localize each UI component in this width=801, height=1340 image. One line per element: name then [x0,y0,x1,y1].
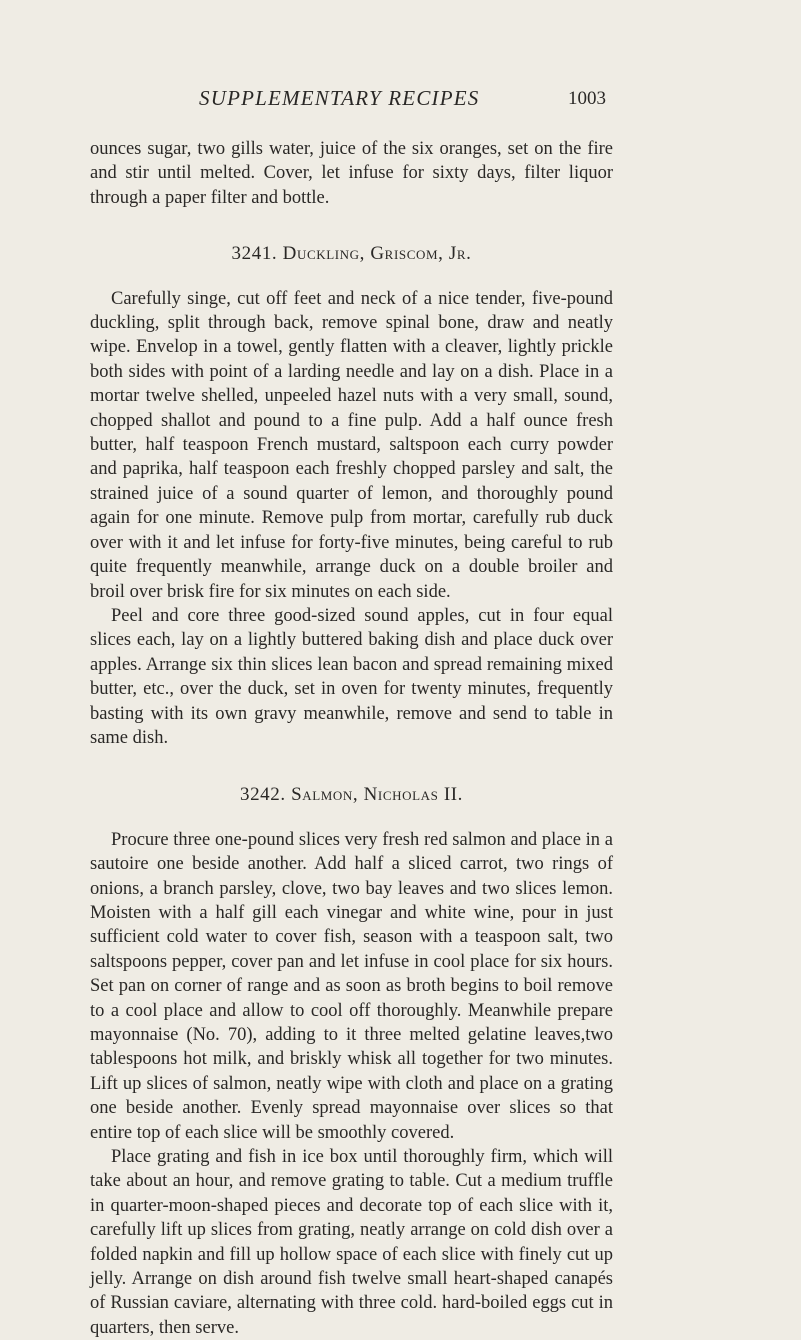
recipe-title: Duckling, Griscom, Jr. [282,243,472,265]
running-head [0,86,801,116]
recipe-title: Salmon, Nicholas II. [291,784,464,806]
recipe-3242-paragraph-1: Procure three one-pound slices very fresh red salmon and place in a sautoire one beside another. Add half a sliced carrot, two rings of onions, a branch parsley, clove, two bay leaves and two slices lemon. Moisten with a half gill each vinegar and white wine, pour in just sufficient cold water to cover fish, season with a teaspoon salt, two saltspoons pepper, cover pan and let infuse in cool place for six hours. Set pan on corner of range and as soon as broth begins to boil remove to a cool place and allow to cool off thoroughly. Meanwhile prepare mayonnaise (No. 70), adding to it three melted gelatine leaves,two tablespoons hot milk, and briskly whisk all together for two minutes. Lift up slices of salmon, neatly wipe with cloth and place on a grating one beside another. Evenly spread mayonnaise over slices so that entire top of each slice will be smoothly covered. [90,829,613,1143]
recipe-3242-paragraph-2: Place grating and fish in ice box until thoroughly firm, which will take about an hour, and remove grating to table. Cut a medium truffle in quarter-moon-shaped pieces and decorate top of each slice with it, carefully lift up slices from grating, neatly arrange on cold dish over a folded napkin and fill up hollow space of each slice with finely cut up jelly. Arrange on dish around fish twelve small heart-shaped canapés of Russian caviare, alternating with three cold. hard-boiled eggs cut in quarters, then serve. [90,1147,613,1338]
recipe-heading-3242 [90,783,613,807]
body-text [90,137,613,1340]
intro-paragraph: ounces sugar, two gills water, juice of the six oranges, set on the fire and stir until melted. Cover, let infuse for sixty days, filter liquor through a paper filter and bottle. [90,139,613,208]
recipe-3241-paragraph-2: Peel and core three good-sized sound apples, cut in four equal slices each, lay on a lightly buttered baking dish and place duck over apples. Arrange six thin slices lean bacon and spread remaining mixed butter, etc., over the duck, set in oven for twenty minutes, frequently basting with its own gravy meanwhile, remove and send to table in same dish. [90,605,613,748]
running-title: SUPPLEMENTARY RECIPES [199,86,480,110]
recipe-number: 3241. [231,243,278,265]
recipe-3241-paragraph-1: Carefully singe, cut off feet and neck of a nice tender, five-pound duckling, split through back, remove spinal bone, draw and neatly wipe. Envelop in a towel, gently flatten with a cleaver, lightly prickle both sides with point of a larding needle and lay on a dish. Place in a mortar twelve shelled, unpeeled hazel nuts with a very small, sound, chopped shallot and pound to a fine pulp. Add a half ounce fresh butter, half teaspoon French mustard, saltspoon each curry powder and paprika, half teaspoon each freshly chopped parsley and salt, the strained juice of a sound quarter of lemon, and thoroughly pound again for one minute. Remove pulp from mortar, carefully rub duck over with it and let infuse for forty-five minutes, being careful to rub quite frequently meanwhile, arrange duck on a double broiler and broil over brisk fire for six minutes on each side. [90,288,613,602]
recipe-number: 3242. [239,784,286,806]
recipe-heading-3241 [90,242,613,266]
page-number: 1003 [568,88,606,109]
